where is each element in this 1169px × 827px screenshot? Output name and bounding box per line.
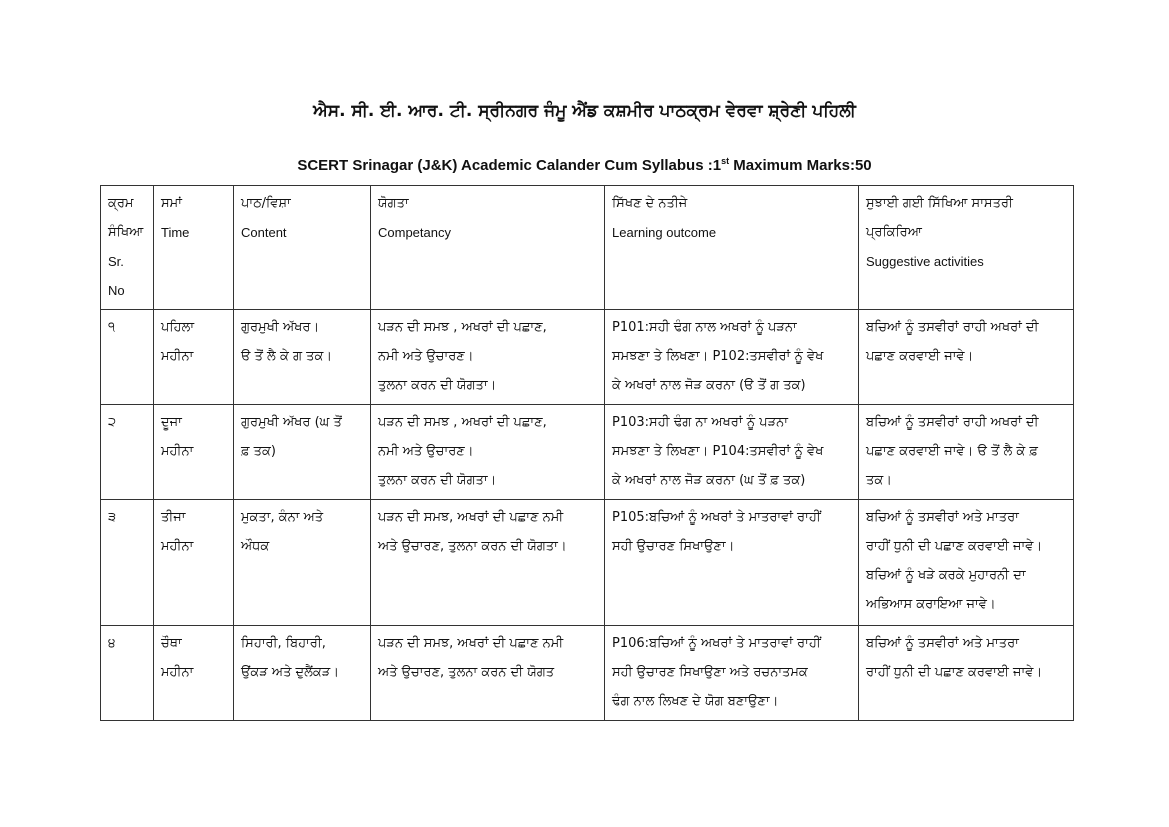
syllabus-table <box>100 185 1074 721</box>
row-2-sr-value: ੨ <box>108 415 117 430</box>
row-2-outcome <box>605 405 859 500</box>
row-3-competency <box>371 500 605 626</box>
title-english-superscript: st <box>721 156 730 166</box>
row-1-time-line-1: ਪਹਿਲਾ <box>161 320 195 335</box>
row-3-sr-value: ੩ <box>108 510 117 525</box>
row-3-content-line-1: ਮੁਕਤਾ, ਕੰਨਾ ਅਤੇ <box>241 510 324 525</box>
row-3-activities-line-2: ਰਾਹੀਂ ਧੁਨੀ ਦੀ ਪਛਾਣ ਕਰਵਾਈ ਜਾਵੇ। <box>866 539 1043 554</box>
row-3-activities <box>859 500 1074 626</box>
row-2-outcome-line-2: ਸਮਝਣਾ ਤੇ ਲਿਖਣਾ। P104:ਤਸਵੀਰਾਂ ਨੂੰ ਵੇਖ <box>612 444 824 459</box>
row-1-content-line-1: ਗੁਰਮੁਖੀ ਅੱਖਰ। <box>241 320 320 335</box>
page-title-english <box>0 150 1169 177</box>
row-1-activities <box>859 310 1074 405</box>
row-4-outcome-line-3: ਢੰਗ ਨਾਲ ਲਿਖਣ ਦੇ ਯੋਗ ਬਣਾਉਣਾ। <box>612 694 779 709</box>
row-4-outcome-line-1: P106:ਬਚਿਆਂ ਨੂੰ ਅਖਰਾਂ ਤੇ ਮਾਤਰਾਵਾਂ ਰਾਹੀਂ <box>612 636 821 651</box>
row-2-activities-line-2: ਪਛਾਣ ਕਰਵਾਈ ਜਾਵੇ। ੳ ਤੋਂ ਲੈ ਕੇ ਫ਼ <box>866 444 1038 459</box>
row-1-outcome-line-3: ਕੇ ਅਖਰਾਂ ਨਾਲ ਜੋੜ ਕਰਨਾ (ੳ ਤੋਂ ਗ ਤਕ) <box>612 378 806 393</box>
row-2-competency <box>371 405 605 500</box>
row-1-time <box>154 310 234 405</box>
row-4-sr <box>101 626 154 721</box>
row-2-time-line-2: ਮਹੀਨਾ <box>161 444 194 459</box>
header-time <box>154 186 234 310</box>
row-4-competency-line-1: ਪੜਨ ਦੀ ਸਮਝ, ਅਖਰਾਂ ਦੀ ਪਛਾਣ ਨਮੀ <box>378 636 564 651</box>
header-learning-outcome <box>605 186 859 310</box>
row-4-outcome <box>605 626 859 721</box>
header-sr-no <box>101 186 154 310</box>
header-activities-en: Suggestive activities <box>866 254 984 269</box>
row-3-outcome-line-1: P105:ਬਚਿਆਂ ਨੂੰ ਅਖਰਾਂ ਤੇ ਮਾਤਰਾਵਾਂ ਰਾਹੀਂ <box>612 510 821 525</box>
row-4-time <box>154 626 234 721</box>
header-competency-en: Competancy <box>378 225 451 240</box>
table-row <box>101 626 1074 721</box>
row-4-content-line-1: ਸਿਹਾਰੀ, ਬਿਹਾਰੀ, <box>241 636 326 651</box>
row-1-competency-line-3: ਤੁਲਨਾ ਕਰਨ ਦੀ ਯੋਗਤਾ। <box>378 378 497 393</box>
row-1-sr <box>101 310 154 405</box>
header-activities-pa-1: ਸੁਝਾਈ ਗਈ ਸਿੱਖਿਆ ਸਾਸਤਰੀ <box>866 196 1013 211</box>
row-3-outcome-line-2: ਸਹੀ ਉਚਾਰਣ ਸਿਖਾਉਣਾ। <box>612 539 735 554</box>
row-4-outcome-line-2: ਸਹੀ ਉਚਾਰਣ ਸਿਖਾਉਣਾ ਅਤੇ ਰਚਨਾਤਮਕ <box>612 665 808 680</box>
row-2-content <box>234 405 371 500</box>
table-row <box>101 500 1074 626</box>
row-2-outcome-line-3: ਕੇ ਅਖਰਾਂ ਨਾਲ ਜੋੜ ਕਰਨਾ (ਘ ਤੋਂ ਫ਼ ਤਕ) <box>612 473 806 488</box>
row-3-competency-line-2: ਅਤੇ ਉਚਾਰਣ, ਤੁਲਨਾ ਕਰਨ ਦੀ ਯੋਗਤਾ। <box>378 539 567 554</box>
table-row <box>101 310 1074 405</box>
row-1-competency <box>371 310 605 405</box>
row-3-competency-line-1: ਪੜਨ ਦੀ ਸਮਝ, ਅਖਰਾਂ ਦੀ ਪਛਾਣ ਨਮੀ <box>378 510 564 525</box>
row-1-outcome-line-1: P101:ਸਹੀ ਢੰਗ ਨਾਲ ਅਖਰਾਂ ਨੂੰ ਪੜਨਾ <box>612 320 797 335</box>
row-4-content-line-2: ਉਂਕੜ ਅਤੇ ਦੁਲੈਂਕੜ। <box>241 665 340 680</box>
row-1-competency-line-2: ਨਮੀ ਅਤੇ ਉਚਾਰਣ। <box>378 349 474 364</box>
row-1-outcome <box>605 310 859 405</box>
row-3-activities-line-3: ਬਚਿਆਂ ਨੂੰ ਖੜੇ ਕਰਕੇ ਮੁਹਾਰਨੀ ਦਾ <box>866 568 1026 583</box>
row-1-content <box>234 310 371 405</box>
header-sr-pa-1: ਕ੍ਰਮ <box>108 196 134 211</box>
row-2-competency-line-3: ਤੁਲਨਾ ਕਰਨ ਦੀ ਯੋਗਤਾ। <box>378 473 497 488</box>
row-4-time-line-1: ਚੌਥਾ <box>161 636 182 651</box>
row-3-time <box>154 500 234 626</box>
header-competency-pa: ਯੋਗਤਾ <box>378 196 409 211</box>
row-2-outcome-line-1: P103:ਸਹੀ ਢੰਗ ਨਾ ਅਖਰਾਂ ਨੂੰ ਪੜਨਾ <box>612 415 788 430</box>
row-1-outcome-line-2: ਸਮਝਣਾ ਤੇ ਲਿਖਣਾ। P102:ਤਸਵੀਰਾਂ ਨੂੰ ਵੇਖ <box>612 349 824 364</box>
row-1-activities-line-1: ਬਚਿਆਂ ਨੂੰ ਤਸਵੀਰਾਂ ਰਾਹੀ ਅਖਰਾਂ ਦੀ <box>866 320 1039 335</box>
row-3-outcome <box>605 500 859 626</box>
row-2-content-line-2: ਫ਼ ਤਕ) <box>241 444 276 459</box>
row-3-time-line-2: ਮਹੀਨਾ <box>161 539 194 554</box>
header-time-pa: ਸਮਾਂ <box>161 196 182 211</box>
row-4-time-line-2: ਮਹੀਨਾ <box>161 665 194 680</box>
header-outcome-pa: ਸਿੱਖਣ ਦੇ ਨਤੀਜੇ <box>612 196 688 211</box>
header-content-en: Content <box>241 225 287 240</box>
row-2-competency-line-2: ਨਮੀ ਅਤੇ ਉਚਾਰਣ। <box>378 444 474 459</box>
row-4-competency <box>371 626 605 721</box>
row-3-activities-line-1: ਬਚਿਆਂ ਨੂੰ ਤਸਵੀਰਾਂ ਅਤੇ ਮਾਤਰਾ <box>866 510 1019 525</box>
header-time-en: Time <box>161 225 190 240</box>
header-sr-pa-2: ਸੰਖਿਆ <box>108 225 144 240</box>
row-2-time-line-1: ਦੂਜਾ <box>161 415 182 430</box>
header-suggestive-activities <box>859 186 1074 310</box>
row-3-sr <box>101 500 154 626</box>
header-activities-pa-2: ਪ੍ਰਕਿਰਿਆ <box>866 225 922 240</box>
header-competency <box>371 186 605 310</box>
row-4-competency-line-2: ਅਤੇ ਉਚਾਰਣ, ਤੁਲਨਾ ਕਰਨ ਦੀ ਯੋਗਤ <box>378 665 555 680</box>
row-1-time-line-2: ਮਹੀਨਾ <box>161 349 194 364</box>
page-title-punjabi: ਐਸ. ਸੀ. ਈ. ਆਰ. ਟੀ. ਸ੍ਰੀਨਗਰ ਜੰਮੂ ਐਂਡ ਕਸ਼ਮੀਰ ਪਾਠਕ੍ਰਮ ਵੇਰਵਾ ਸ਼੍ਰੇਣੀ ਪਹਿਲੀ <box>313 101 856 121</box>
row-2-competency-line-1: ਪੜਨ ਦੀ ਸਮਝ , ਅਖਰਾਂ ਦੀ ਪਛਾਣ, <box>378 415 547 430</box>
row-4-content <box>234 626 371 721</box>
row-2-activities-line-3: ਤਕ। <box>866 473 892 488</box>
row-4-sr-value: ੪ <box>108 636 116 651</box>
header-sr-en-1: Sr. <box>108 254 124 269</box>
title-english-suffix: Maximum Marks:50 <box>729 157 872 174</box>
row-4-activities <box>859 626 1074 721</box>
title-english-prefix: SCERT Srinagar (J&K) Academic Calander Cum Syllabus :1 <box>297 157 722 174</box>
row-3-content-line-2: ਔਧਕ <box>241 539 270 554</box>
header-content-pa: ਪਾਠ/ਵਿਸ਼ਾ <box>241 196 291 211</box>
row-1-content-line-2: ੳ ਤੋਂ ਲੈ ਕੇ ਗ ਤਕ। <box>241 349 333 364</box>
row-4-activities-line-1: ਬਚਿਆਂ ਨੂੰ ਤਸਵੀਰਾਂ ਅਤੇ ਮਾਤਰਾ <box>866 636 1019 651</box>
header-content <box>234 186 371 310</box>
row-2-activities-line-1: ਬਚਿਆਂ ਨੂੰ ਤਸਵੀਰਾਂ ਰਾਹੀ ਅਖਰਾਂ ਦੀ <box>866 415 1039 430</box>
row-1-activities-line-2: ਪਛਾਣ ਕਰਵਾਈ ਜਾਵੇ। <box>866 349 974 364</box>
header-sr-en-2: No <box>108 283 125 298</box>
row-1-sr-value: ੧ <box>108 320 116 335</box>
row-4-activities-line-2: ਰਾਹੀਂ ਧੁਨੀ ਦੀ ਪਛਾਣ ਕਰਵਾਈ ਜਾਵੇ। <box>866 665 1043 680</box>
row-2-content-line-1: ਗੁਰਮੁਖੀ ਅੱਖਰ (ਘ ਤੋਂ <box>241 415 342 430</box>
row-1-competency-line-1: ਪੜਨ ਦੀ ਸਮਝ , ਅਖਰਾਂ ਦੀ ਪਛਾਣ, <box>378 320 547 335</box>
row-2-sr <box>101 405 154 500</box>
table-row <box>101 405 1074 500</box>
header-outcome-en: Learning outcome <box>612 225 717 240</box>
row-2-activities <box>859 405 1074 500</box>
row-3-content <box>234 500 371 626</box>
row-3-time-line-1: ਤੀਜਾ <box>161 510 186 525</box>
table-header-row <box>101 186 1074 310</box>
row-3-activities-line-4: ਅਭਿਆਸ ਕਰਾਇਆ ਜਾਵੇ। <box>866 597 996 612</box>
row-2-time <box>154 405 234 500</box>
